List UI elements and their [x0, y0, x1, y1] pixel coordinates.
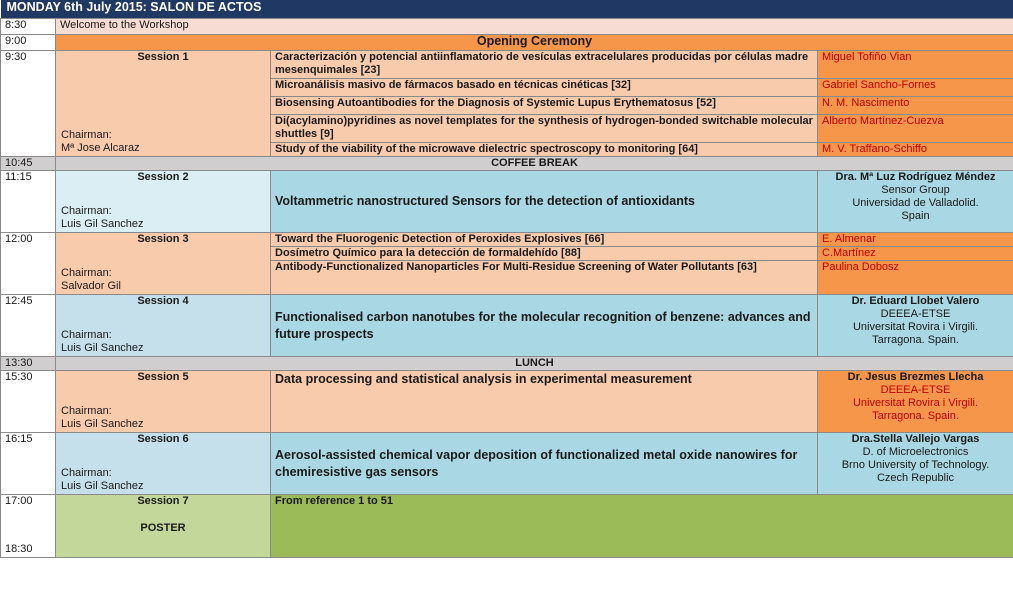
talk-title: Study of the viability of the microwave dielectric spectroscopy to monitoring [64] — [271, 143, 818, 157]
talk-speaker: Paulina Dobosz — [818, 261, 1013, 295]
session-3-cell — [56, 233, 271, 295]
talk-title: Antibody-Functionalized Nanoparticles For Multi-Residue Screening of Water Pollutants [63] — [271, 261, 818, 295]
session-title: Session 3 — [137, 233, 189, 245]
chairman-name: Luis Gil Sanchez — [61, 218, 144, 230]
talk-title: Biosensing Autoantibodies for the Diagnosis of Systemic Lupus Erythematosus [52] — [271, 97, 818, 115]
chairman-label: Chairman: — [61, 405, 112, 417]
speaker-cell — [818, 433, 1013, 495]
session-title: Session 1 — [137, 51, 189, 63]
chairman-label: Chairman: — [61, 267, 112, 279]
speaker-affiliation: Tarragona. Spain. — [872, 334, 959, 346]
talk-speaker: Miguel Tofiño Vian — [818, 51, 1013, 79]
chairman-name: Luis Gil Sanchez — [61, 418, 144, 430]
speaker-cell — [818, 171, 1013, 233]
session-title: Session 6 — [137, 433, 189, 445]
talk-speaker: M. V. Traffano-Schiffo — [818, 143, 1013, 157]
chairman-label: Chairman: — [61, 205, 112, 217]
welcome-row — [1, 19, 1013, 35]
session-talk-title: Voltammetric nanostructured Sensors for the detection of antioxidants — [271, 171, 818, 233]
session-3-row — [1, 233, 1013, 247]
talk-title: Caracterización y potencial antiinflamatorio de vesículas extracelulares producidas por células madre mesenquimales [23] — [271, 51, 818, 79]
chairman-name: Luis Gil Sanchez — [61, 480, 144, 492]
header-row — [1, 0, 1013, 19]
day-header: MONDAY 6th July 2015: SALON DE ACTOS — [1, 0, 1013, 19]
session-5-cell — [56, 371, 271, 433]
coffee-row — [1, 157, 1013, 171]
time-cell: 9:30 — [1, 51, 56, 157]
speaker-affiliation: Sensor Group — [881, 184, 950, 196]
chairman-name: Mª Jose Alcaraz — [61, 142, 140, 154]
speaker-affiliation: Tarragona. Spain. — [872, 410, 959, 422]
chairman-label: Chairman: — [61, 329, 112, 341]
session-talk-title: Aerosol-assisted chemical vapor deposition of functionalized metal oxide nanowires for chemiresistive gas sensors — [271, 433, 818, 495]
session-1-cell — [56, 51, 271, 157]
session-talk-title: Data processing and statistical analysis in experimental measurement — [271, 371, 818, 433]
session-7-cell — [56, 495, 271, 558]
lunch-row — [1, 357, 1013, 371]
chairman-block — [61, 405, 144, 431]
session-title: Session 5 — [137, 371, 189, 383]
time-cell: 11:15 — [1, 171, 56, 233]
talk-title: Dosímetro Químico para la detección de formaldehído [88] — [271, 247, 818, 261]
poster-label: POSTER — [140, 522, 186, 534]
chairman-block — [61, 267, 121, 293]
session-2-row — [1, 171, 1013, 233]
chairman-name: Salvador Gil — [61, 280, 121, 292]
talk-title: Microanálisis masivo de fármacos basado en técnicas cinéticas [32] — [271, 79, 818, 97]
time-cell: 12:45 — [1, 295, 56, 357]
speaker-block — [822, 295, 1009, 347]
session-4-row — [1, 295, 1013, 357]
talk-speaker: E. Almenar — [818, 233, 1013, 247]
speaker-affiliation: Brno University of Technology. — [841, 459, 990, 471]
chairman-block — [61, 129, 140, 155]
time-cell: 9:00 — [1, 35, 56, 51]
speaker-name: Dr. Eduard Llobet Valero — [851, 295, 980, 307]
speaker-affiliation: D. of Microelectronics — [862, 446, 969, 458]
speaker-affiliation: Spain — [901, 210, 930, 222]
session-title: Session 7 — [137, 495, 189, 507]
session-2-cell — [56, 171, 271, 233]
chairman-block — [61, 467, 144, 493]
time-cell: 13:30 — [1, 357, 56, 371]
welcome-text: Welcome to the Workshop — [56, 19, 1013, 35]
time-cell: 15:30 — [1, 371, 56, 433]
speaker-affiliation: Czech Republic — [876, 472, 955, 484]
speaker-affiliation: Universitat Rovira i Virgili. — [852, 397, 979, 409]
coffee-text: COFFEE BREAK — [56, 157, 1013, 171]
session-7-row — [1, 495, 1013, 558]
speaker-cell — [818, 295, 1013, 357]
speaker-block — [822, 171, 1009, 223]
chairman-block — [61, 205, 144, 231]
end-time: 18:30 — [5, 543, 33, 555]
session-6-cell — [56, 433, 271, 495]
speaker-affiliation: Universidad de Valladolid. — [852, 197, 979, 209]
start-time: 17:00 — [5, 495, 33, 507]
speaker-name: Dra. Mª Luz Rodríguez Méndez — [835, 171, 996, 183]
talk-speaker: N. M. Nascimento — [818, 97, 1013, 115]
talk-speaker: Alberto Martínez-Cuezva — [818, 115, 1013, 143]
talk-speaker: Gabriel Sancho-Fornes — [818, 79, 1013, 97]
session-talk-title: Functionalised carbon nanotubes for the molecular recognition of benzene: advances and future prospects — [271, 295, 818, 357]
chairman-name: Luis Gil Sanchez — [61, 342, 144, 354]
speaker-name: Dra.Stella Vallejo Vargas — [851, 433, 980, 445]
session-6-row — [1, 433, 1013, 495]
chairman-block — [61, 329, 144, 355]
session-title: Session 4 — [137, 295, 189, 307]
speaker-affiliation: Universitat Rovira i Virgili. — [852, 321, 979, 333]
time-cell: 10:45 — [1, 157, 56, 171]
time-cell — [1, 495, 56, 558]
talk-title: Toward the Fluorogenic Detection of Peroxides Explosives [66] — [271, 233, 818, 247]
speaker-cell — [818, 371, 1013, 433]
speaker-name: Dr. Jesus Brezmes Llecha — [847, 371, 984, 383]
poster-range: From reference 1 to 51 — [271, 495, 1013, 558]
session-4-cell — [56, 295, 271, 357]
opening-row — [1, 35, 1013, 51]
speaker-affiliation: DEEEA-ETSE — [880, 308, 951, 320]
speaker-block — [822, 371, 1009, 423]
speaker-block — [822, 433, 1009, 485]
talk-speaker: C.Martínez — [818, 247, 1013, 261]
time-cell: 12:00 — [1, 233, 56, 295]
lunch-text: LUNCH — [56, 357, 1013, 371]
session-title: Session 2 — [137, 171, 189, 183]
chairman-label: Chairman: — [61, 467, 112, 479]
session-1-row — [1, 51, 1013, 79]
time-cell: 8:30 — [1, 19, 56, 35]
opening-text: Opening Ceremony — [56, 35, 1013, 51]
talk-title: Di(acylamino)pyridines as novel templates for the synthesis of hydrogen-bonded switchable molecular shuttles [9] — [271, 115, 818, 143]
chairman-label: Chairman: — [61, 129, 112, 141]
session-5-row — [1, 371, 1013, 433]
speaker-affiliation: DEEEA-ETSE — [880, 384, 951, 396]
time-cell: 16:15 — [1, 433, 56, 495]
